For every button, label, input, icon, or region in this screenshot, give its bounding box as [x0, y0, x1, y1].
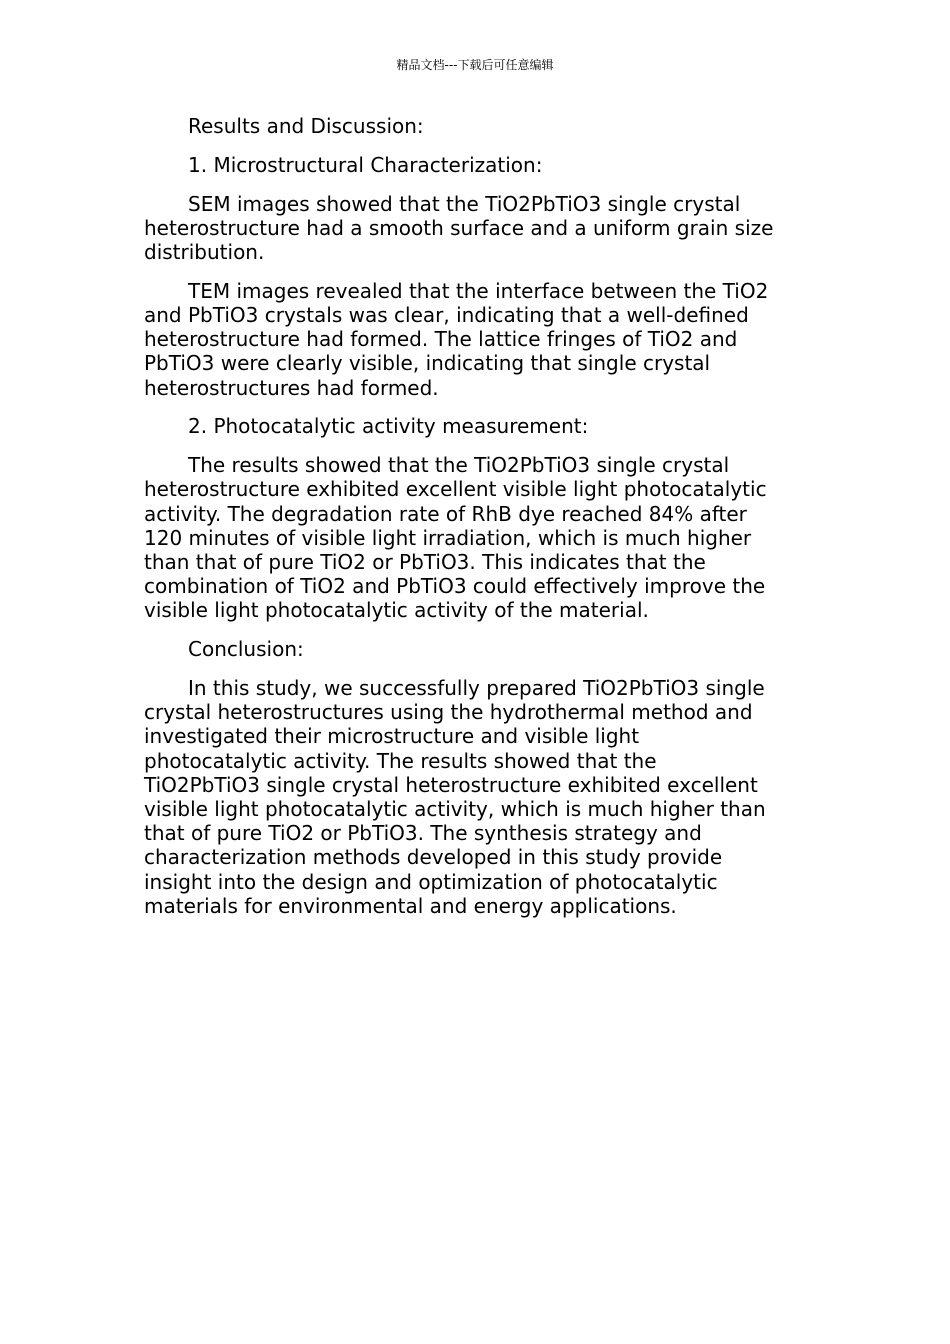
tem-paragraph: TEM images revealed that the interface between the TiO2 and PbTiO3 crystals was clear, indicating that a well-defined heterostructure had formed. The lattice fringes of TiO2 and PbTiO3 were clearly visible, indicating that single crystal heterostructures had formed. — [144, 278, 769, 400]
conclusion-heading: Conclusion: — [188, 637, 304, 662]
section2-heading: 2. Photocatalytic activity measurement: — [188, 414, 589, 439]
photocatalytic-paragraph: The results showed that the TiO2PbTiO3 single crystal heterostructure exhibited excellent visible light photocatalytic activity. The degradation rate of RhB dye reached 84% after 120 minutes of visible light irradiation, which is much higher than that of pure TiO2 or PbTiO3. This indicates that the combination of TiO2 and PbTiO3 could effectively improve the visible light photocatalytic activity of the material. — [144, 453, 767, 623]
page-header: 精品文档---下载后可任意编辑 — [396, 58, 554, 72]
conclusion-paragraph: In this study, we successfully prepared TiO2PbTiO3 single crystal heterostructures using the hydrothermal method and investigated their microstructure and visible light photocatalytic activity. The results showed that the TiO2PbTiO3 single crystal heterostructure exhibited excellent visible light photocatalytic activity, which is much higher than that of pure TiO2 or PbTiO3. The synthesis strategy and characterization methods developed in this study provide insight into the design and optimization of photocatalytic materials for environmental and energy applications. — [144, 676, 766, 918]
sem-paragraph: SEM images showed that the TiO2PbTiO3 single crystal heterostructure had a smooth surface and a uniform grain size distribution. — [144, 191, 774, 264]
document-body — [144, 114, 804, 933]
results-heading: Results and Discussion: — [188, 114, 424, 138]
section1-heading: 1. Microstructural Characterization: — [188, 152, 543, 177]
